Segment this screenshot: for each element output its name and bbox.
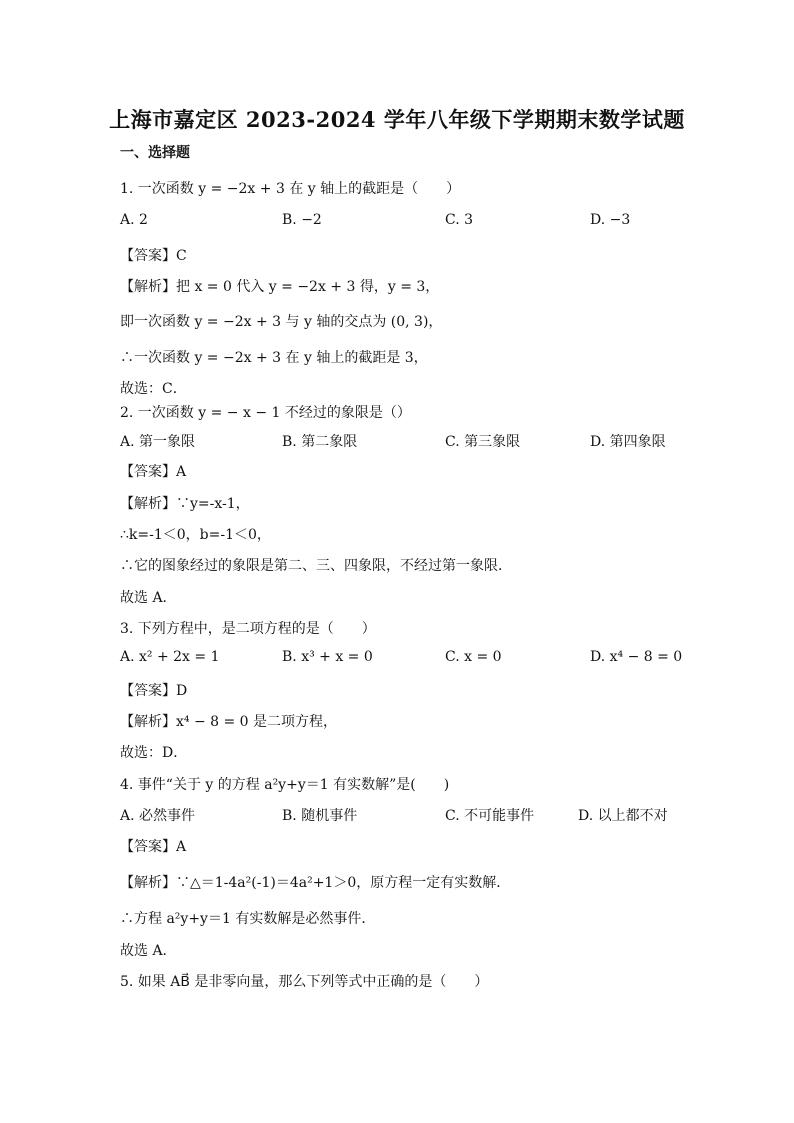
q4-analysis-2: ∴方程 a²y+y＝1 有实数解是必然事件．: [120, 911, 376, 927]
q1-option-b: B. −2: [282, 212, 322, 228]
q3-option-d: D. x⁴ − 8 = 0: [590, 649, 683, 665]
q4-analysis-1: 【解析】∵△＝1-4a²(-1)＝4a²+1＞0，原方程一定有实数解．: [120, 875, 511, 891]
q3-answer: 【答案】D: [120, 683, 188, 699]
q1-analysis-3: ∴一次函数 y = −2x + 3 在 y 轴上的截距是 3，: [120, 350, 428, 366]
q4-option-a: A. 必然事件: [120, 808, 196, 824]
question-1-options: [120, 212, 680, 232]
q1-option-c: C. 3: [445, 212, 474, 228]
q4-answer: 【答案】A: [120, 839, 187, 855]
q2-option-a: A. 第一象限: [120, 434, 196, 450]
question-4-stem: 4. 事件“关于 y 的方程 a²y+y＝1 有实数解”是( ): [120, 777, 450, 793]
q1-answer: 【答案】C: [120, 248, 187, 264]
question-2-options: [120, 431, 680, 451]
q3-option-b: B. x³ + x = 0: [282, 649, 373, 665]
question-4-options: [120, 805, 680, 825]
section-heading: 一、选择题: [120, 145, 190, 161]
question-3-options: [120, 649, 683, 669]
q3-analysis-2: 故选：D．: [120, 745, 188, 761]
q4-option-d: D. 以上都不对: [578, 808, 668, 824]
q1-option-a: A. 2: [120, 212, 148, 228]
question-3-stem: 3. 下列方程中，是二项方程的是（ ）: [120, 621, 376, 637]
q1-analysis-1: 【解析】把 x = 0 代入 y = −2x + 3 得，y = 3，: [120, 279, 440, 295]
q2-analysis-4: 故选 A．: [120, 590, 177, 606]
question-1-stem: 1. 一次函数 y = −2x + 3 在 y 轴上的截距是（ ）: [120, 181, 461, 197]
q2-analysis-3: ∴它的图象经过的象限是第二、三、四象限，不经过第一象限．: [120, 558, 512, 574]
q2-answer: 【答案】A: [120, 464, 187, 480]
page-title: 上海市嘉定区 2023-2024 学年八年级下学期期末数学试题: [109, 107, 685, 132]
q2-analysis-2: ∴k=-1＜0，b=-1＜0，: [120, 527, 271, 543]
q4-analysis-3: 故选 A．: [120, 943, 177, 959]
q2-option-c: C. 第三象限: [445, 434, 521, 450]
q3-analysis-1: 【解析】x⁴ − 8 = 0 是二项方程，: [120, 714, 338, 730]
q1-option-d: D. −3: [590, 212, 631, 228]
q2-analysis-1: 【解析】∵y=-x-1，: [120, 496, 250, 512]
q1-analysis-4: 故选：C．: [120, 381, 187, 397]
question-5-stem: 5. 如果 AB⃗ 是非零向量，那么下列等式中正确的是（ ）: [120, 974, 489, 990]
q1-analysis-2: 即一次函数 y = −2x + 3 与 y 轴的交点为 (0, 3)，: [120, 314, 443, 330]
q2-option-b: B. 第二象限: [282, 434, 358, 450]
q3-option-a: A. x² + 2x = 1: [120, 649, 220, 665]
q2-option-d: D. 第四象限: [590, 434, 666, 450]
q4-option-b: B. 随机事件: [282, 808, 358, 824]
question-2-stem: 2. 一次函数 y = − x − 1 不经过的象限是（）: [120, 405, 411, 421]
q3-option-c: C. x = 0: [445, 649, 502, 665]
q4-option-c: C. 不可能事件: [445, 808, 535, 824]
